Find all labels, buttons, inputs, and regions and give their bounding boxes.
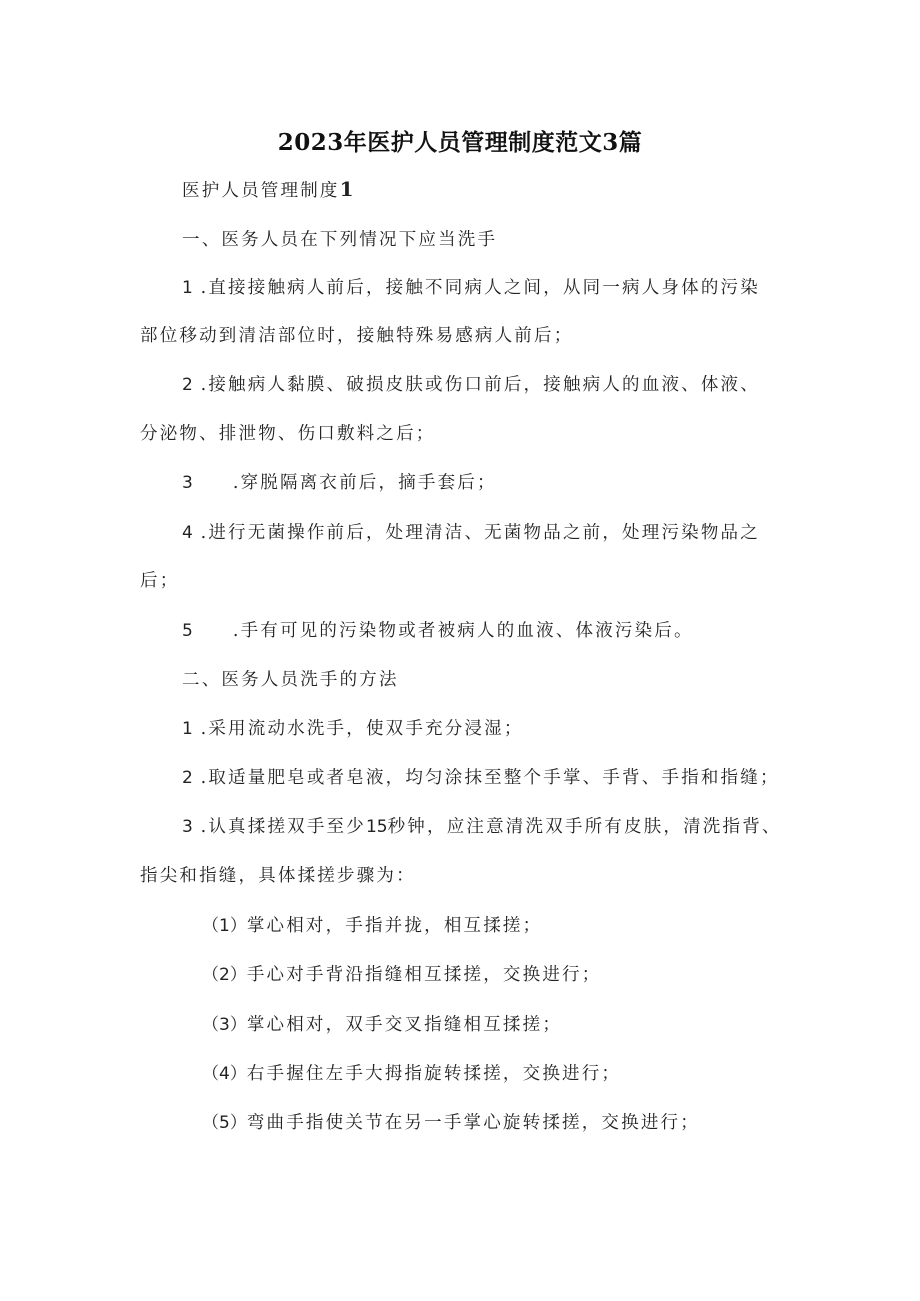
list-item-continuation: 部位移动到清洁部位时，接触特殊易感病人前后； xyxy=(140,326,574,346)
list-item-number: 2 xyxy=(182,768,193,788)
list-item-number: 3 xyxy=(182,473,193,493)
seconds-value: 15 xyxy=(365,817,388,837)
section-heading-number: 1 xyxy=(339,177,354,201)
section-heading-text: 医护人员管理制度 xyxy=(182,181,340,201)
step-text: 右手握住左手大拇指旋转揉搓，交换进行； xyxy=(246,1064,622,1084)
list-item xyxy=(182,764,780,789)
list-item-text: .穿脱隔离衣前后，摘手套后； xyxy=(232,473,497,493)
step-text: 掌心相对，双手交叉指缝相互揉搓； xyxy=(246,1015,563,1035)
list-item-text: .手有可见的污染物或者被病人的血液、体液污染后。 xyxy=(232,621,694,641)
step-item xyxy=(202,1059,621,1085)
list-item-number: 4 xyxy=(182,523,193,543)
part1-heading: 一、医务人员在下列情况下应当洗手 xyxy=(182,230,498,250)
step-text: 弯曲手指使关节在另一手掌心旋转揉搓，交换进行； xyxy=(246,1113,700,1133)
step-item xyxy=(202,1010,562,1036)
list-item-text: .取适量肥皂或者皂液，均匀涂抹至整个手掌、手背、手指和指缝； xyxy=(200,768,780,788)
list-item-text: .采用流动水洗手，使双手充分浸湿； xyxy=(200,719,524,739)
step-text: 手心对手背沿指缝相互揉搓，交换进行； xyxy=(246,965,602,985)
list-item-number: 3 xyxy=(182,817,193,837)
list-item xyxy=(182,274,760,299)
list-item-continuation: 分泌物、排泄物、伤口敷料之后； xyxy=(140,424,436,444)
list-item-text: .接触病人黏膜、破损皮肤或伤口前后，接触病人的血液、体液、 xyxy=(200,375,760,395)
list-item xyxy=(182,519,760,544)
list-item xyxy=(182,469,497,494)
list-item-number: 2 xyxy=(182,375,193,395)
list-item-text: 秒钟，应注意清洗双手所有皮肤，清洗指背、 xyxy=(387,817,782,837)
list-item-number: 1 xyxy=(182,278,193,298)
list-item-continuation: 后； xyxy=(140,571,180,591)
step-text: 掌心相对，手指并拢，相互揉搓； xyxy=(246,916,543,936)
list-item-number: 1 xyxy=(182,719,193,739)
list-item-text: .认真揉搓双手至少 xyxy=(200,817,366,837)
part2-heading: 二、医务人员洗手的方法 xyxy=(182,670,399,690)
list-item-number: 5 xyxy=(182,621,193,641)
list-item-continuation: 指尖和指缝，具体揉搓步骤为： xyxy=(140,866,416,886)
list-item xyxy=(182,813,782,838)
list-item-text: .直接接触病人前后，接触不同病人之间，从同一病人身体的污染 xyxy=(200,278,760,298)
section-heading xyxy=(182,177,354,202)
step-number: （4） xyxy=(202,1064,247,1084)
step-item xyxy=(202,960,601,986)
document-title: 2023年医护人员管理制度范文3篇 xyxy=(277,129,643,156)
list-item xyxy=(182,617,694,642)
step-number: （5） xyxy=(202,1113,247,1133)
step-item xyxy=(202,1108,700,1134)
step-number: （1） xyxy=(202,916,247,936)
list-item xyxy=(182,715,524,740)
list-item-text: .进行无菌操作前后，处理清洁、无菌物品之前，处理污染物品之 xyxy=(200,523,760,543)
step-number: （3） xyxy=(202,1015,247,1035)
list-item xyxy=(182,371,760,396)
step-number: （2） xyxy=(202,965,247,985)
step-item xyxy=(202,911,542,937)
